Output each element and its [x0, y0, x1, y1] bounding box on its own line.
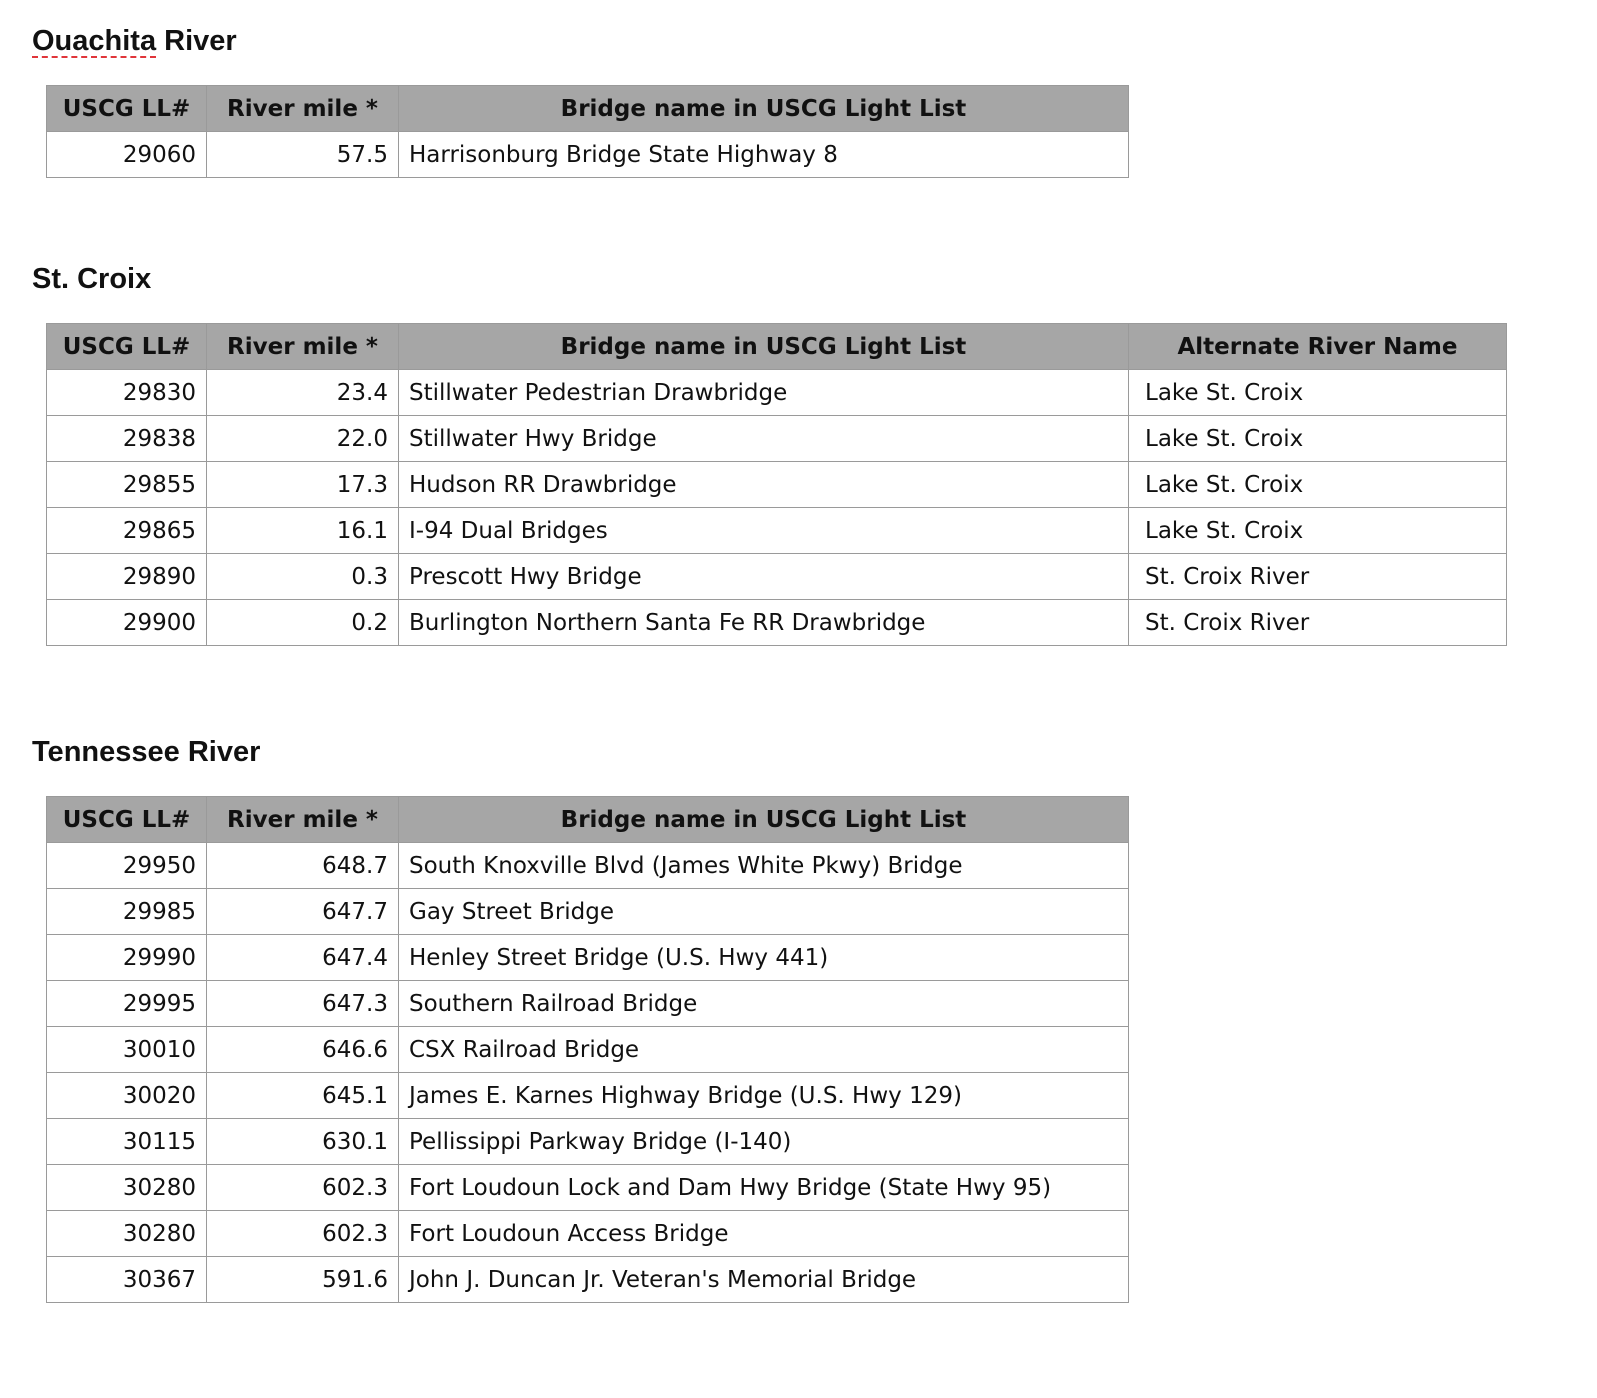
cell-mile: 16.1 [207, 508, 399, 554]
cell-alt-river: St. Croix River [1129, 554, 1507, 600]
cell-ll: 30020 [47, 1073, 207, 1119]
table-row [47, 935, 1129, 981]
table-row [47, 981, 1129, 1027]
cell-bridge: Prescott Hwy Bridge [399, 554, 1129, 600]
table-row [47, 600, 1507, 646]
column-header-alt-river: Alternate River Name [1129, 324, 1507, 370]
table-row [47, 1027, 1129, 1073]
cell-ll: 29830 [47, 370, 207, 416]
cell-bridge: Burlington Northern Santa Fe RR Drawbridge [399, 600, 1129, 646]
column-header-bridge: Bridge name in USCG Light List [399, 86, 1129, 132]
cell-bridge: Fort Loudoun Access Bridge [399, 1211, 1129, 1257]
cell-mile: 0.3 [207, 554, 399, 600]
column-header-ll: USCG LL# [47, 86, 207, 132]
cell-bridge: Hudson RR Drawbridge [399, 462, 1129, 508]
cell-bridge: Harrisonburg Bridge State Highway 8 [399, 132, 1129, 178]
cell-ll: 29950 [47, 843, 207, 889]
cell-bridge: Southern Railroad Bridge [399, 981, 1129, 1027]
cell-ll: 30010 [47, 1027, 207, 1073]
cell-mile: 645.1 [207, 1073, 399, 1119]
cell-bridge: I-94 Dual Bridges [399, 508, 1129, 554]
column-header-ll: USCG LL# [47, 324, 207, 370]
bridge-table-ouachita [46, 85, 1129, 178]
section-title-ouachita: Ouachita River [32, 25, 237, 57]
column-header-mile: River mile * [207, 797, 399, 843]
cell-ll: 29855 [47, 462, 207, 508]
column-header-mile: River mile * [207, 86, 399, 132]
table-row [47, 416, 1507, 462]
cell-mile: 57.5 [207, 132, 399, 178]
cell-bridge: Henley Street Bridge (U.S. Hwy 441) [399, 935, 1129, 981]
table-row [47, 1073, 1129, 1119]
cell-ll: 30367 [47, 1257, 207, 1303]
cell-ll: 30115 [47, 1119, 207, 1165]
cell-ll: 29865 [47, 508, 207, 554]
cell-ll: 29995 [47, 981, 207, 1027]
cell-mile: 0.2 [207, 600, 399, 646]
cell-mile: 17.3 [207, 462, 399, 508]
cell-bridge: CSX Railroad Bridge [399, 1027, 1129, 1073]
cell-ll: 29060 [47, 132, 207, 178]
column-header-ll: USCG LL# [47, 797, 207, 843]
table-header-row [47, 797, 1129, 843]
cell-bridge: James E. Karnes Highway Bridge (U.S. Hwy 129) [399, 1073, 1129, 1119]
cell-bridge: John J. Duncan Jr. Veteran's Memorial Bridge [399, 1257, 1129, 1303]
table-row [47, 889, 1129, 935]
cell-bridge: Stillwater Hwy Bridge [399, 416, 1129, 462]
cell-mile: 602.3 [207, 1211, 399, 1257]
cell-alt-river: Lake St. Croix [1129, 462, 1507, 508]
spellcheck-word: Ouachita [32, 25, 157, 57]
cell-mile: 648.7 [207, 843, 399, 889]
table-row [47, 1211, 1129, 1257]
table-row [47, 462, 1507, 508]
cell-ll: 29985 [47, 889, 207, 935]
cell-bridge: Gay Street Bridge [399, 889, 1129, 935]
cell-alt-river: Lake St. Croix [1129, 508, 1507, 554]
cell-mile: 591.6 [207, 1257, 399, 1303]
cell-ll: 29990 [47, 935, 207, 981]
cell-alt-river: Lake St. Croix [1129, 416, 1507, 462]
table-row [47, 508, 1507, 554]
cell-bridge: Fort Loudoun Lock and Dam Hwy Bridge (State Hwy 95) [399, 1165, 1129, 1211]
cell-bridge: Pellissippi Parkway Bridge (I-140) [399, 1119, 1129, 1165]
bridge-table-st-croix [46, 323, 1507, 646]
table-row [47, 1165, 1129, 1211]
cell-alt-river: Lake St. Croix [1129, 370, 1507, 416]
cell-mile: 602.3 [207, 1165, 399, 1211]
table-row [47, 1119, 1129, 1165]
table-row [47, 1257, 1129, 1303]
table-row [47, 132, 1129, 178]
table-row [47, 370, 1507, 416]
column-header-bridge: Bridge name in USCG Light List [399, 797, 1129, 843]
cell-mile: 646.6 [207, 1027, 399, 1073]
cell-bridge: South Knoxville Blvd (James White Pkwy) Bridge [399, 843, 1129, 889]
table-header-row [47, 324, 1507, 370]
bridge-table-tennessee [46, 796, 1129, 1303]
table-row [47, 843, 1129, 889]
section-title-tennessee: Tennessee River [32, 736, 261, 768]
cell-bridge: Stillwater Pedestrian Drawbridge [399, 370, 1129, 416]
table-row [47, 554, 1507, 600]
cell-ll: 30280 [47, 1165, 207, 1211]
cell-mile: 647.7 [207, 889, 399, 935]
cell-alt-river: St. Croix River [1129, 600, 1507, 646]
column-header-mile: River mile * [207, 324, 399, 370]
cell-ll: 29838 [47, 416, 207, 462]
cell-mile: 647.3 [207, 981, 399, 1027]
section-title-st-croix: St. Croix [32, 263, 152, 295]
table-header-row [47, 86, 1129, 132]
cell-ll: 30280 [47, 1211, 207, 1257]
cell-mile: 630.1 [207, 1119, 399, 1165]
cell-mile: 22.0 [207, 416, 399, 462]
column-header-bridge: Bridge name in USCG Light List [399, 324, 1129, 370]
cell-mile: 647.4 [207, 935, 399, 981]
cell-ll: 29890 [47, 554, 207, 600]
cell-ll: 29900 [47, 600, 207, 646]
cell-mile: 23.4 [207, 370, 399, 416]
